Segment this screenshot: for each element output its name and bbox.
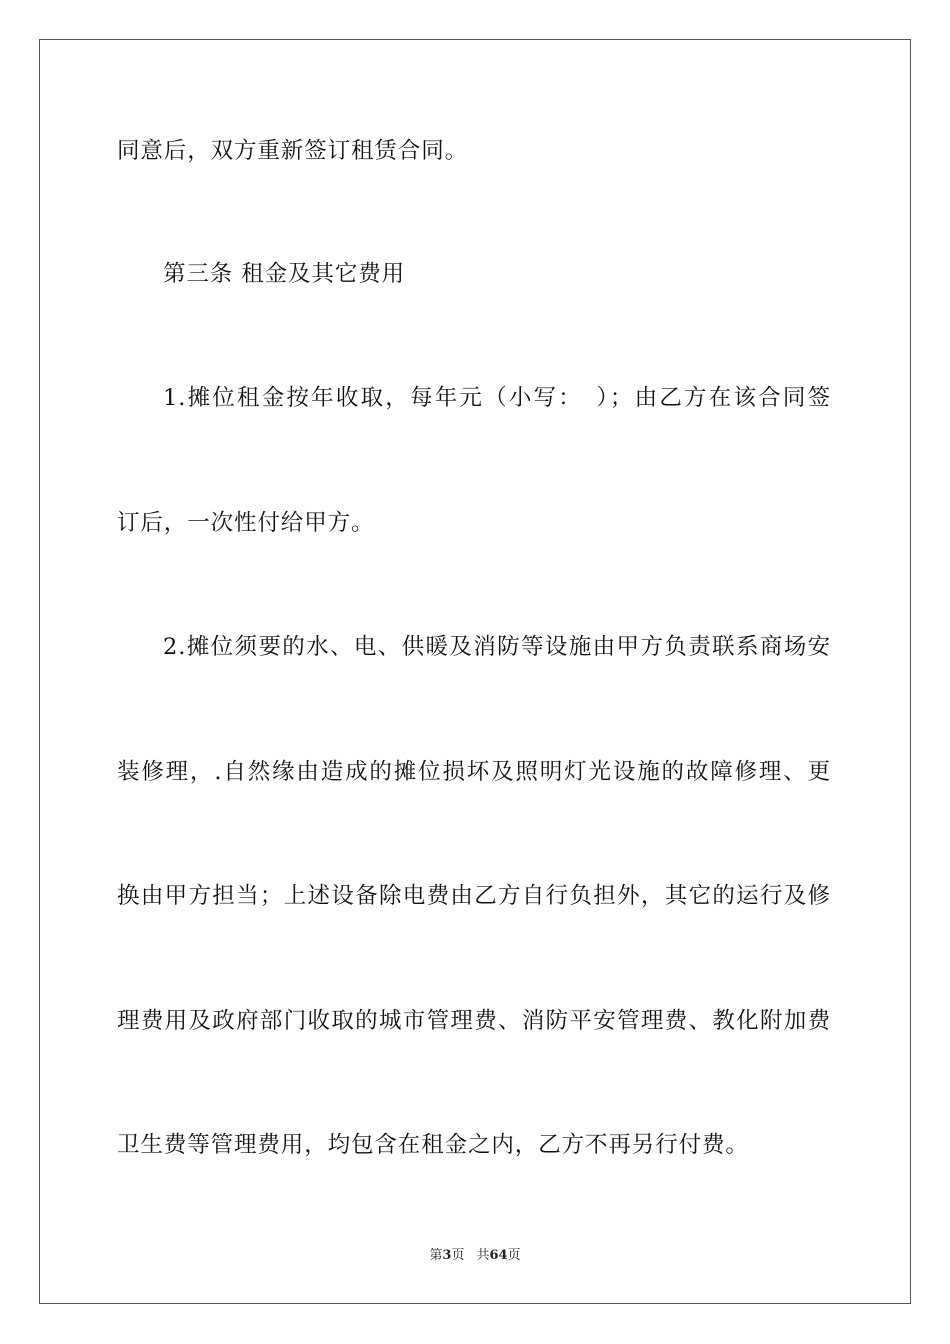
- page-footer: [0, 1247, 950, 1265]
- text-line-8: 理费用及政府部门收取的城市管理费、消防平安管理费、教化附加费: [117, 1008, 831, 1034]
- footer-page-prefix: 第: [429, 1248, 443, 1263]
- footer-total-pages: 64: [489, 1248, 508, 1263]
- text-line-3: 1.摊位租金按年收取，每年元（小写： ）；由乙方在该合同签: [163, 385, 831, 411]
- text-line-1: 同意后，双方重新签订租赁合同。: [117, 138, 469, 164]
- text-line-7: 换由甲方担当；上述设备除电费由乙方自行负担外，其它的运行及修: [117, 883, 831, 909]
- footer-total-suffix: 页: [507, 1248, 521, 1263]
- footer-page-number: 3: [442, 1248, 452, 1263]
- text-line-5: 2.摊位须要的水、电、供暖及消防等设施由甲方负责联系商场安: [163, 634, 831, 660]
- footer-page-suffix: 页: [451, 1248, 465, 1263]
- text-line-9: 卫生费等管理费用，均包含在租金之内，乙方不再另行付费。: [117, 1132, 749, 1158]
- page-border: [39, 39, 911, 1304]
- text-line-4: 订后，一次性付给甲方。: [117, 510, 375, 536]
- section-heading-article-3: 第三条 租金及其它费用: [163, 261, 406, 287]
- text-line-6: 装修理，.自然缘由造成的摊位损坏及照明灯光设施的故障修理、更: [117, 759, 831, 785]
- footer-total-prefix: 共: [476, 1248, 490, 1263]
